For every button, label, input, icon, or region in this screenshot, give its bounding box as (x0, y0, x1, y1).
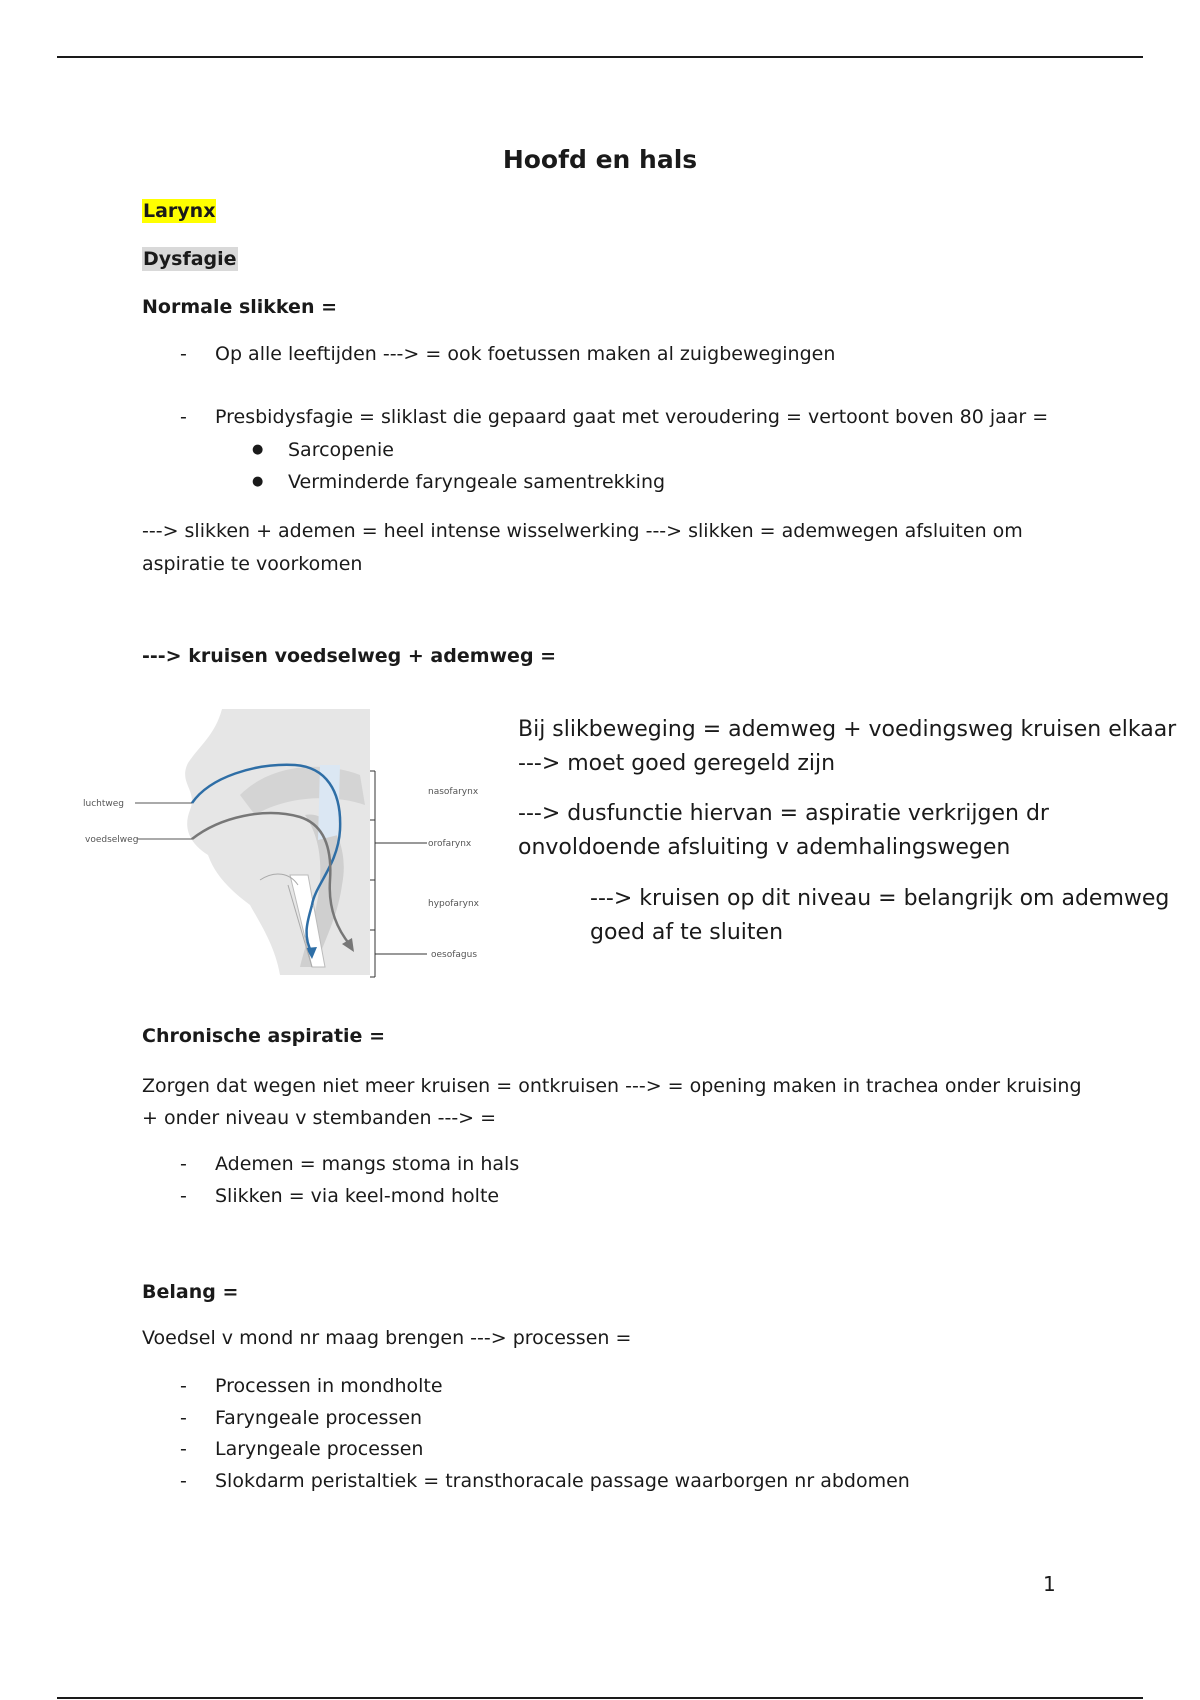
list-item-text: Slikken = via keel-mond holte (215, 1185, 500, 1207)
list-item-text: Ademen = mangs stoma in hals (215, 1153, 520, 1175)
heading-belang: Belang = (142, 1281, 239, 1303)
paragraph-line: aspiratie te voorkomen (142, 553, 363, 575)
dash-marker: - (180, 1407, 187, 1429)
list-item-text: Slokdarm peristaltiek = transthoracale passage waarborgen nr abdomen (215, 1470, 910, 1492)
label-orofarynx: orofarynx (428, 839, 472, 849)
page-title: Hoofd en hals (502, 145, 698, 174)
bullet-marker: ● (252, 442, 264, 457)
list-item-text: Laryngeale processen (215, 1438, 424, 1460)
sub-list-item (0, 435, 1200, 467)
list-item-text: Processen in mondholte (215, 1375, 443, 1397)
larynx-highlight: Larynx (143, 200, 216, 222)
side-text-line: ---> dusfunctie hiervan = aspiratie verkrijgen dr (518, 801, 1049, 826)
list-item-text: Faryngeale processen (215, 1407, 423, 1429)
dash-marker: - (180, 1375, 187, 1397)
dysfagie-highlight: Dysfagie (143, 248, 237, 270)
label-voedselweg: voedselweg (85, 835, 139, 845)
heading-kruisen: ---> kruisen voedselweg + ademweg = (142, 645, 557, 667)
side-text-line: goed af te sluiten (590, 920, 784, 945)
dash-marker: - (180, 1185, 187, 1207)
dash-marker: - (180, 343, 187, 365)
label-nasofarynx: nasofarynx (428, 787, 479, 797)
sub-item-text: Sarcopenie (288, 439, 394, 461)
side-text-line: ---> moet goed geregeld zijn (518, 751, 836, 776)
list-item-text: Presbidysfagie = sliklast die gepaard gaat met veroudering = vertoont boven 80 jaar = (215, 406, 1049, 428)
list-item-text: Op alle leeftijden ---> = ook foetussen maken al zuigbewegingen (215, 343, 836, 365)
header-rule (57, 56, 1143, 58)
bullet-marker: ● (252, 474, 264, 489)
section-larynx (142, 200, 216, 222)
sub-item-text: Verminderde faryngeale samentrekking (288, 471, 666, 493)
side-text-line: onvoldoende afsluiting v ademhalingswegen (518, 835, 1011, 860)
swallowing-anatomy-diagram (80, 705, 495, 980)
side-text-line: ---> kruisen op dit niveau = belangrijk om ademweg (590, 886, 1170, 911)
dash-marker: - (180, 1470, 187, 1492)
dash-marker: - (180, 406, 187, 428)
heading-chronische-aspiratie: Chronische aspiratie = (142, 1025, 385, 1047)
label-hypofarynx: hypofarynx (428, 899, 479, 909)
paragraph-line: Voedsel v mond nr maag brengen ---> processen = (142, 1327, 632, 1349)
paragraph-line: Zorgen dat wegen niet meer kruisen = ontkruisen ---> = opening maken in trachea onder kruising (142, 1075, 1082, 1097)
page-number: 1 (1043, 1572, 1056, 1596)
dash-marker: - (180, 1153, 187, 1175)
label-luchtweg: luchtweg (83, 799, 124, 809)
paragraph-line: + onder niveau v stembanden ---> = (142, 1107, 497, 1129)
dash-marker: - (180, 1438, 187, 1460)
paragraph-line: ---> slikken + ademen = heel intense wisselwerking ---> slikken = ademwegen afsluiten om (142, 520, 1023, 542)
side-text-line: Bij slikbeweging = ademweg + voedingsweg kruisen elkaar (518, 717, 1177, 742)
sub-list-item (0, 467, 1200, 499)
heading-normale-slikken: Normale slikken = (142, 296, 338, 318)
section-dysfagie (142, 248, 238, 270)
footer-rule (57, 1697, 1143, 1699)
label-oesofagus: oesofagus (431, 950, 478, 960)
